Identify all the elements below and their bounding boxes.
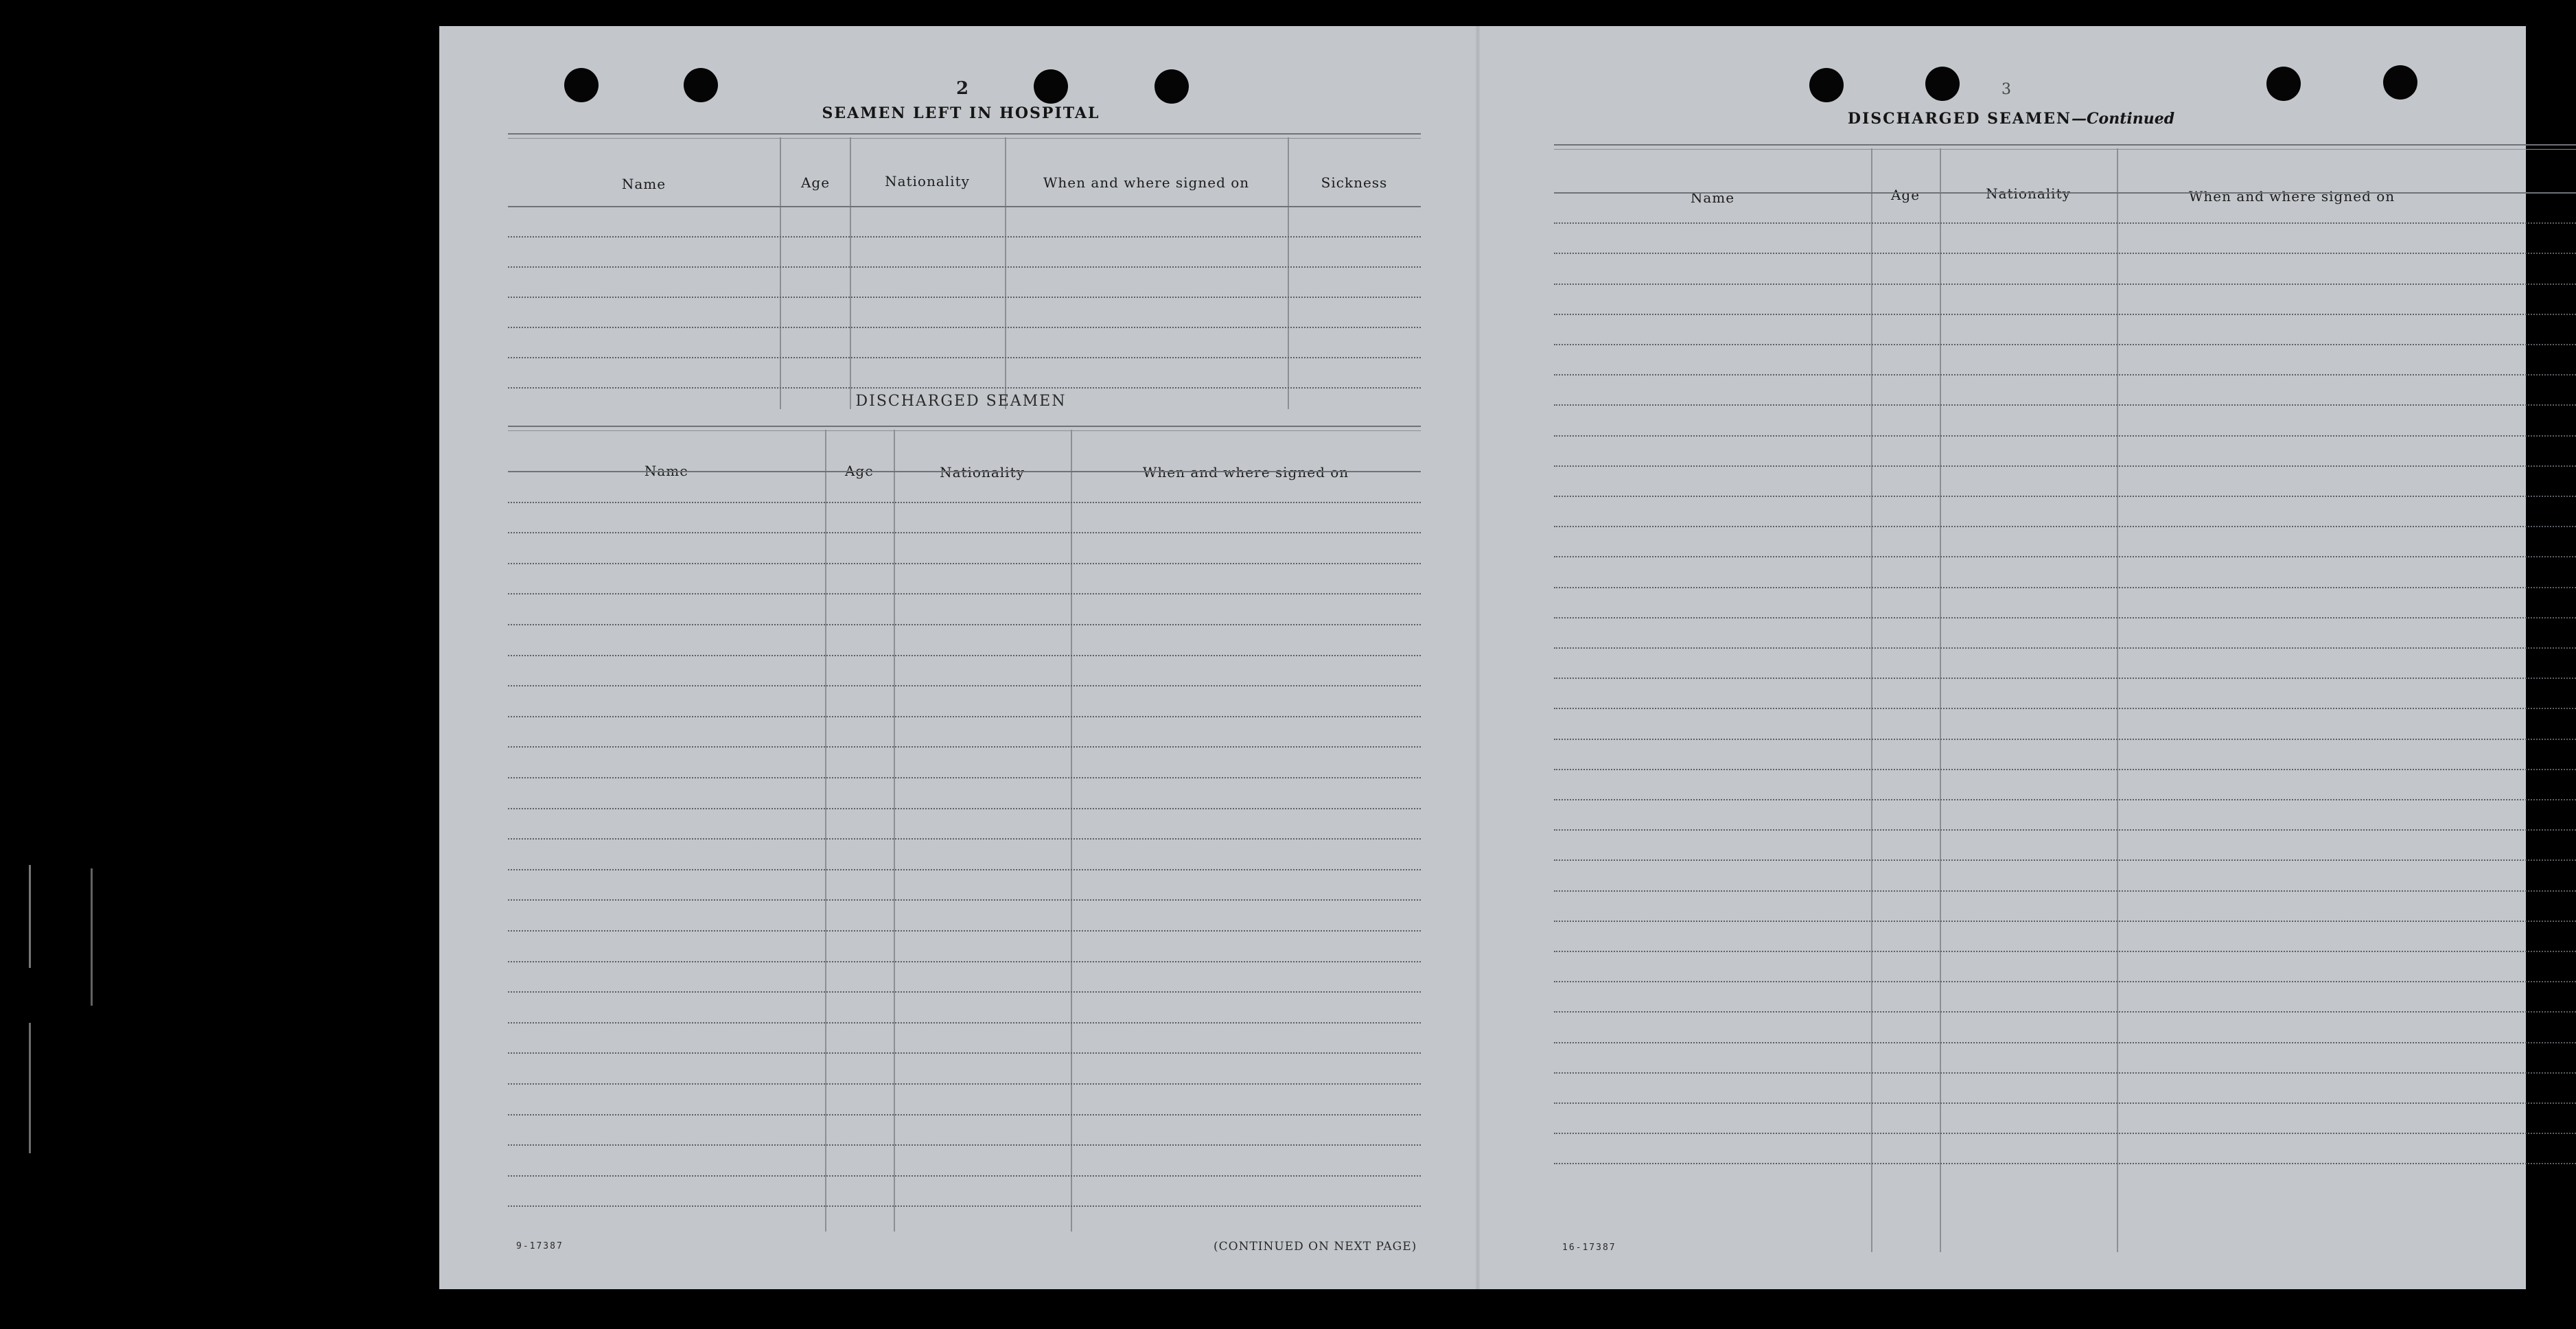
form-rule-line (508, 1175, 1421, 1177)
binder-hole (1034, 69, 1068, 104)
column-header-signed-on: When and where signed on (2188, 188, 2395, 205)
left-form-number: 9-17387 (516, 1241, 564, 1251)
form-rule-line (508, 357, 1421, 358)
form-rule-line (508, 387, 1421, 389)
column-header-age: Age (800, 174, 831, 191)
form-rule-line (508, 808, 1421, 809)
form-rule-line (508, 1052, 1421, 1054)
form-rule-line (1554, 435, 2576, 437)
form-rule-line (508, 961, 1421, 962)
form-rule-line (1554, 799, 2576, 800)
form-rule-line (1554, 465, 2576, 467)
form-rule-line (1554, 192, 2576, 194)
form-rule-line (1554, 374, 2576, 375)
form-rule-line (1554, 1042, 2576, 1043)
scan-artifact (91, 868, 93, 1006)
column-header-signed-on: When and where signed on (1043, 174, 1250, 191)
column-header-age: Age (844, 463, 874, 479)
column-header-name: Name (621, 176, 666, 192)
form-rule-line (1554, 678, 2576, 679)
form-rule-line (508, 206, 1421, 207)
column-header-nationality: Nationality (885, 173, 970, 189)
right-form-number: 16-17387 (1562, 1243, 1616, 1253)
form-rule-line (508, 685, 1421, 686)
form-rule-line (508, 869, 1421, 870)
center-fold (1476, 26, 1480, 1289)
right-section-title-main: DISCHARGED SEAMEN (1847, 110, 2072, 128)
form-rule-line (508, 838, 1421, 840)
form-rule-line (1554, 890, 2576, 892)
form-rule-line (1554, 314, 2576, 315)
column-header-age: Age (1890, 187, 1921, 203)
right-page-number: 3 (2001, 81, 2011, 98)
hospital-table (508, 133, 1421, 409)
binder-hole (1809, 68, 1844, 102)
column-header-name: Name (644, 463, 689, 479)
column-header-nationality: Nationality (940, 464, 1025, 481)
form-rule-line (1554, 829, 2576, 831)
form-rule-line (508, 1083, 1421, 1085)
form-rule-line (508, 236, 1421, 238)
form-rule-line (1554, 981, 2576, 982)
column-header-signed-on: When and where signed on (1142, 464, 1349, 481)
form-rule-line (1554, 1102, 2576, 1104)
form-rule-line (508, 1144, 1421, 1146)
binder-hole (2266, 67, 2301, 101)
form-rule-line (508, 746, 1421, 748)
binder-hole (2383, 65, 2417, 100)
binder-hole (564, 68, 599, 102)
form-rule-line (1554, 617, 2576, 619)
form-rule-line (508, 716, 1421, 717)
continued-note: (CONTINUED ON NEXT PAGE) (1214, 1240, 1417, 1253)
form-rule-line (1554, 1163, 2576, 1164)
right-section-title-continued: —Continued (2072, 110, 2175, 128)
form-rule-line (508, 327, 1421, 328)
binder-hole (1925, 67, 1960, 101)
form-rule-line (1554, 496, 2576, 497)
form-rule-line (1554, 404, 2576, 406)
form-rule-line (508, 930, 1421, 932)
scan-artifact (29, 865, 31, 968)
binder-hole (1154, 69, 1189, 104)
form-rule-line (1554, 769, 2576, 770)
form-rule-line (508, 532, 1421, 533)
form-rule-line (508, 297, 1421, 298)
column-header-sickness: Sickness (1321, 174, 1388, 191)
form-rule-line (508, 563, 1421, 564)
discharged-section-title: DISCHARGED SEAMEN (855, 393, 1067, 410)
form-rule-line (1554, 1133, 2576, 1134)
form-rule-line (508, 624, 1421, 625)
scan-artifact (29, 1023, 31, 1153)
form-rule-line (508, 471, 1421, 472)
document-sheet (439, 26, 2526, 1289)
form-rule-line (1554, 526, 2576, 527)
form-rule-line (1554, 284, 2576, 285)
column-header-nationality: Nationality (1986, 185, 2071, 202)
form-rule-line (1554, 859, 2576, 861)
form-rule-line (508, 777, 1421, 778)
form-rule-line (508, 1114, 1421, 1116)
form-rule-line (508, 991, 1421, 993)
form-rule-line (1554, 921, 2576, 922)
form-rule-line (508, 593, 1421, 594)
form-rule-line (1554, 344, 2576, 345)
form-rule-line (1554, 1072, 2576, 1074)
form-rule-line (508, 899, 1421, 901)
left-page-number: 2 (956, 78, 969, 99)
binder-hole (684, 68, 718, 102)
form-rule-line (1554, 708, 2576, 709)
right-section-title (1819, 110, 2203, 128)
form-rule-line (1554, 253, 2576, 254)
hospital-section-title: SEAMEN LEFT IN HOSPITAL (822, 104, 1100, 122)
form-rule-line (508, 266, 1421, 268)
form-rule-line (1554, 556, 2576, 557)
form-rule-line (508, 655, 1421, 656)
discharged-table (508, 426, 1421, 1232)
form-rule-line (508, 502, 1421, 503)
form-rule-line (508, 1205, 1421, 1207)
form-rule-line (1554, 951, 2576, 952)
form-rule-line (508, 1022, 1421, 1024)
form-rule-line (1554, 222, 2576, 224)
form-rule-line (1554, 739, 2576, 740)
discharged-continued-table (1554, 144, 2576, 1252)
form-rule-line (1554, 647, 2576, 649)
column-header-name: Name (1690, 189, 1735, 206)
form-rule-line (1554, 1011, 2576, 1013)
form-rule-line (1554, 587, 2576, 588)
